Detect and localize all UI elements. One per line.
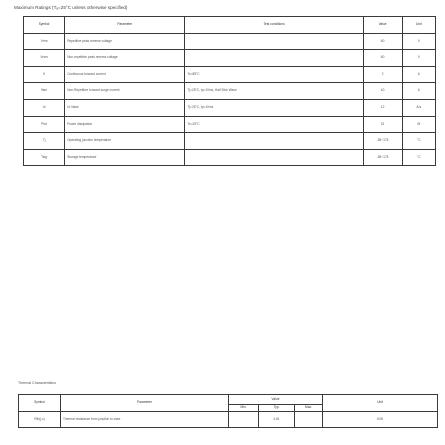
header-parameter: Parameter <box>65 17 185 34</box>
cell-max <box>295 412 323 428</box>
cell-conditions <box>185 33 363 50</box>
cell-unit: A <box>402 66 435 83</box>
cell-conditions <box>185 133 363 150</box>
cell-symbol: Vrrm <box>24 33 65 50</box>
table-row <box>24 99 436 116</box>
table-row <box>19 412 438 428</box>
header-symbol: Symbol <box>19 395 61 412</box>
cell-value: 2 <box>363 66 402 83</box>
cell-value: 40 <box>363 83 402 100</box>
cell-value: 12 <box>363 99 402 116</box>
cell-unit: °C <box>402 133 435 150</box>
cell-symbol: Ifsm <box>24 83 65 100</box>
table-row <box>24 116 436 133</box>
header-typ: Typ. <box>259 405 295 412</box>
cell-unit: V <box>402 50 435 67</box>
cell-value: -55~175 <box>363 149 402 166</box>
cell-typ: 4.81 <box>259 412 295 428</box>
cell-conditions <box>185 149 363 166</box>
table-row <box>24 149 436 166</box>
header-unit: Unit <box>323 395 438 412</box>
cell-symbol: If <box>24 66 65 83</box>
cell-unit: V <box>402 33 435 50</box>
table-row <box>24 133 436 150</box>
cell-parameter: Continuous forward current <box>65 66 185 83</box>
cell-conditions: Tc=85°C <box>185 66 363 83</box>
cell-symbol: I²t <box>24 99 65 116</box>
cell-conditions: Tj=25°C, tp=10ms, Half Sine Wave <box>185 83 363 100</box>
cell-parameter: Power dissipation <box>65 116 185 133</box>
cell-symbol: Vrsm <box>24 50 65 67</box>
header-parameter: Parameter <box>61 395 229 412</box>
cell-parameter: Non-Repetitive forward surge current <box>65 83 185 100</box>
max-ratings-title: Maximum Ratings (Tₐ=25°C unless otherwise specified) <box>14 5 128 10</box>
cell-min <box>229 412 259 428</box>
cell-value: 60 <box>363 33 402 50</box>
thermal-table <box>18 394 438 428</box>
cell-symbol: Rth(j-c) <box>19 412 61 428</box>
cell-parameter: Operating junction temperature <box>65 133 185 150</box>
cell-symbol: Tstg <box>24 149 65 166</box>
header-min: Min. <box>229 405 259 412</box>
cell-unit: W <box>402 116 435 133</box>
cell-parameter: Repetitive peak reverse voltage <box>65 33 185 50</box>
cell-parameter: Non-repetitive peak reverse voltage <box>65 50 185 67</box>
header-value: Value <box>363 17 402 34</box>
header-unit: Unit <box>402 17 435 34</box>
max-ratings-table <box>23 16 436 166</box>
cell-conditions <box>185 50 363 67</box>
cell-unit: °C <box>402 149 435 166</box>
cell-unit: K/W <box>323 412 438 428</box>
cell-value: -55~175 <box>363 133 402 150</box>
cell-value: 31 <box>363 116 402 133</box>
header-symbol: Symbol <box>24 17 65 34</box>
cell-symbol: Tj <box>24 133 65 150</box>
table-row <box>24 33 436 50</box>
header-value: Value <box>229 395 323 405</box>
cell-unit: A²s <box>402 99 435 116</box>
header-max: Max. <box>295 405 323 412</box>
cell-parameter: Storage temperature <box>65 149 185 166</box>
cell-conditions: Tj=25°C, tp=10ms <box>185 99 363 116</box>
cell-conditions: Tc=25°C <box>185 116 363 133</box>
thermal-header-row <box>19 395 438 405</box>
table-row <box>24 66 436 83</box>
header-conditions: Test conditions <box>185 17 363 34</box>
thermal-title: Thermal Characteristics <box>18 381 56 385</box>
cell-unit: A <box>402 83 435 100</box>
cell-parameter: I²t Value <box>65 99 185 116</box>
table-row <box>24 83 436 100</box>
cell-value: 60 <box>363 50 402 67</box>
table-header-row <box>24 17 436 34</box>
cell-parameter: Thermal resistance from junction to case <box>61 412 229 428</box>
table-row <box>24 50 436 67</box>
cell-symbol: Ptot <box>24 116 65 133</box>
